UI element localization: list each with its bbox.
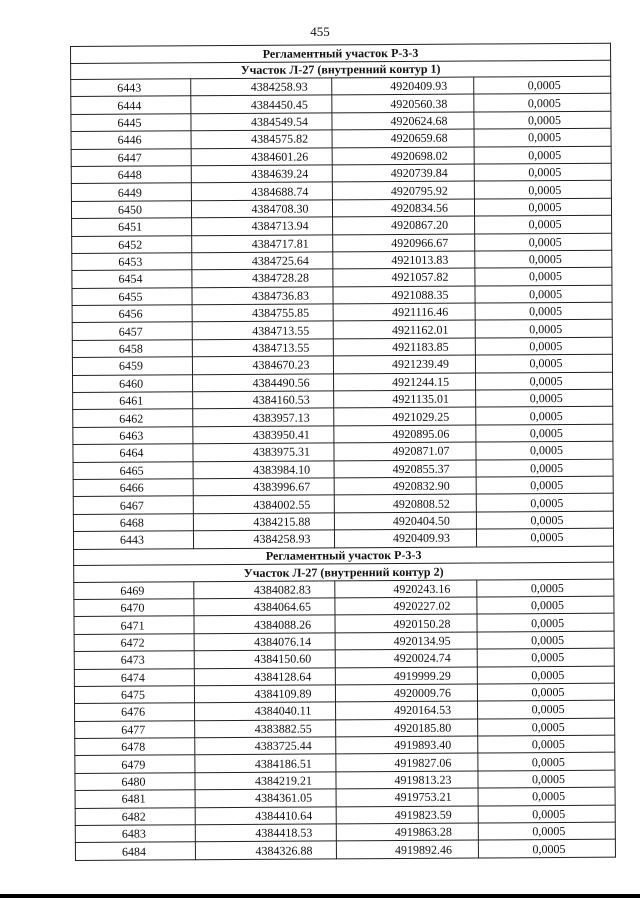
- y-coordinate-cell: 4920739.84: [332, 164, 474, 182]
- x-coordinate-cell: 4384418.53: [195, 824, 336, 842]
- x-coordinate-cell: 4384713.94: [192, 217, 333, 235]
- point-number-cell: 6459: [72, 357, 192, 375]
- accuracy-cell: 0,0005: [478, 787, 615, 805]
- x-coordinate-cell: 4384128.64: [194, 667, 335, 685]
- y-coordinate-cell: 4921135.01: [334, 390, 476, 408]
- point-number-cell: 6462: [73, 409, 193, 427]
- y-coordinate-cell: 4920832.90: [334, 477, 476, 495]
- x-coordinate-cell: 4384736.83: [192, 287, 333, 305]
- x-coordinate-cell: 4384326.88: [195, 841, 336, 859]
- y-coordinate-cell: 4921244.15: [334, 373, 476, 391]
- point-number-cell: 6450: [71, 200, 191, 218]
- accuracy-cell: 0,0005: [477, 683, 614, 701]
- accuracy-cell: 0,0005: [478, 840, 615, 858]
- x-coordinate-cell: 4384082.83: [194, 580, 335, 598]
- accuracy-cell: 0,0005: [476, 441, 613, 459]
- x-coordinate-cell: 4384601.26: [191, 147, 332, 165]
- section-header: Регламентный участок Р-3-3: [74, 546, 614, 566]
- accuracy-cell: 0,0005: [476, 528, 613, 546]
- y-coordinate-cell: 4919823.59: [336, 806, 478, 824]
- accuracy-cell: 0,0005: [477, 666, 614, 684]
- y-coordinate-cell: 4921013.83: [333, 251, 475, 269]
- accuracy-cell: 0,0005: [474, 76, 611, 94]
- section-subheader: Участок Л-27 (внутренний контур 1): [71, 60, 611, 80]
- y-coordinate-cell: 4920659.68: [332, 129, 474, 147]
- point-number-cell: 6466: [73, 479, 193, 497]
- accuracy-cell: 0,0005: [474, 181, 611, 199]
- point-number-cell: 6453: [72, 253, 192, 271]
- x-coordinate-cell: 4384713.55: [192, 339, 333, 357]
- accuracy-cell: 0,0005: [478, 753, 615, 771]
- y-coordinate-cell: 4920895.06: [334, 425, 476, 443]
- x-coordinate-cell: 4384639.24: [191, 165, 332, 183]
- accuracy-cell: 0,0005: [475, 337, 612, 355]
- point-number-cell: 6449: [71, 183, 191, 201]
- point-number-cell: 6463: [73, 427, 193, 445]
- point-number-cell: 6480: [75, 773, 195, 791]
- x-coordinate-cell: 4384186.51: [195, 754, 336, 772]
- accuracy-cell: 0,0005: [476, 424, 613, 442]
- x-coordinate-cell: 4384258.93: [191, 78, 332, 96]
- x-coordinate-cell: 4384076.14: [194, 633, 335, 651]
- scan-edge-bar: [0, 894, 640, 898]
- y-coordinate-cell: 4920009.76: [335, 684, 477, 702]
- accuracy-cell: 0,0005: [476, 494, 613, 512]
- x-coordinate-cell: 4384490.56: [193, 374, 334, 392]
- point-number-cell: 6474: [74, 668, 194, 686]
- y-coordinate-cell: 4920808.52: [334, 494, 476, 512]
- y-coordinate-cell: 4920698.02: [332, 147, 474, 165]
- x-coordinate-cell: 4384717.81: [192, 234, 333, 252]
- y-coordinate-cell: 4919893.40: [336, 736, 478, 754]
- x-coordinate-cell: 4383950.41: [193, 426, 334, 444]
- x-coordinate-cell: 4384670.23: [192, 356, 333, 374]
- point-number-cell: 6482: [75, 807, 195, 825]
- x-coordinate-cell: 4384728.28: [192, 269, 333, 287]
- point-number-cell: 6468: [73, 514, 193, 532]
- x-coordinate-cell: 4383957.13: [193, 408, 334, 426]
- accuracy-cell: 0,0005: [475, 215, 612, 233]
- x-coordinate-cell: 4383984.10: [193, 460, 334, 478]
- x-coordinate-cell: 4384725.64: [192, 252, 333, 270]
- y-coordinate-cell: 4919813.23: [336, 771, 478, 789]
- point-number-cell: 6446: [71, 131, 191, 149]
- x-coordinate-cell: 4384688.74: [191, 182, 332, 200]
- y-coordinate-cell: 4921057.82: [333, 268, 475, 286]
- accuracy-cell: 0,0005: [475, 302, 612, 320]
- point-number-cell: 6457: [72, 322, 192, 340]
- y-coordinate-cell: 4920164.53: [336, 701, 478, 719]
- y-coordinate-cell: 4920855.37: [334, 460, 476, 478]
- section-subheader: Участок Л-27 (внутренний контур 2): [74, 562, 614, 582]
- y-coordinate-cell: 4920409.93: [334, 529, 476, 547]
- y-coordinate-cell: 4921183.85: [333, 338, 475, 356]
- point-number-cell: 6451: [72, 218, 192, 236]
- y-coordinate-cell: 4921088.35: [333, 286, 475, 304]
- accuracy-cell: 0,0005: [478, 805, 615, 823]
- accuracy-cell: 0,0005: [475, 354, 612, 372]
- x-coordinate-cell: 4384713.55: [192, 321, 333, 339]
- x-coordinate-cell: 4384361.05: [195, 789, 336, 807]
- point-number-cell: 6458: [72, 340, 192, 358]
- point-number-cell: 6444: [71, 96, 191, 114]
- x-coordinate-cell: 4384002.55: [193, 495, 334, 513]
- accuracy-cell: 0,0005: [478, 718, 615, 736]
- x-coordinate-cell: 4383996.67: [193, 478, 334, 496]
- point-number-cell: 6452: [72, 235, 192, 253]
- y-coordinate-cell: 4920795.92: [332, 181, 474, 199]
- x-coordinate-cell: 4384219.21: [195, 772, 336, 790]
- x-coordinate-cell: 4384064.65: [194, 598, 335, 616]
- y-coordinate-cell: 4920185.80: [336, 719, 478, 737]
- y-coordinate-cell: 4920404.50: [334, 512, 476, 530]
- point-number-cell: 6473: [74, 651, 194, 669]
- accuracy-cell: 0,0005: [478, 700, 615, 718]
- accuracy-cell: 0,0005: [476, 511, 613, 529]
- point-number-cell: 6477: [75, 720, 195, 738]
- point-number-cell: 6460: [73, 374, 193, 392]
- x-coordinate-cell: 4384040.11: [195, 702, 336, 720]
- page-number: 455: [310, 24, 330, 39]
- point-number-cell: 6445: [71, 114, 191, 132]
- point-number-cell: 6469: [74, 581, 194, 599]
- x-coordinate-cell: 4384109.89: [194, 685, 335, 703]
- point-number-cell: 6479: [75, 755, 195, 773]
- accuracy-cell: 0,0005: [477, 614, 614, 632]
- accuracy-cell: 0,0005: [475, 233, 612, 251]
- accuracy-cell: 0,0005: [475, 285, 612, 303]
- x-coordinate-cell: 4384160.53: [193, 391, 334, 409]
- y-coordinate-cell: 4921029.25: [334, 407, 476, 425]
- y-coordinate-cell: 4920966.67: [333, 234, 475, 252]
- y-coordinate-cell: 4920560.38: [332, 94, 474, 112]
- x-coordinate-cell: 4384088.26: [194, 615, 335, 633]
- x-coordinate-cell: 4384258.93: [193, 530, 334, 548]
- point-number-cell: 6476: [75, 703, 195, 721]
- accuracy-cell: 0,0005: [476, 459, 613, 477]
- point-number-cell: 6475: [74, 686, 194, 704]
- accuracy-cell: 0,0005: [476, 476, 613, 494]
- accuracy-cell: 0,0005: [477, 648, 614, 666]
- point-number-cell: 6471: [74, 616, 194, 634]
- x-coordinate-cell: 4383725.44: [195, 737, 336, 755]
- accuracy-cell: 0,0005: [478, 770, 615, 788]
- point-number-cell: 6467: [73, 496, 193, 514]
- table-row: [75, 840, 615, 861]
- point-number-cell: 6448: [71, 166, 191, 184]
- point-number-cell: 6484: [75, 842, 195, 860]
- accuracy-cell: 0,0005: [478, 735, 615, 753]
- accuracy-cell: 0,0005: [477, 579, 614, 597]
- point-number-cell: 6478: [75, 738, 195, 756]
- point-number-cell: 6470: [74, 599, 194, 617]
- accuracy-cell: 0,0005: [476, 389, 613, 407]
- y-coordinate-cell: 4920624.68: [332, 112, 474, 130]
- y-coordinate-cell: 4920834.56: [332, 199, 474, 217]
- y-coordinate-cell: 4920024.74: [335, 649, 477, 667]
- accuracy-cell: 0,0005: [475, 267, 612, 285]
- x-coordinate-cell: 4384708.30: [191, 200, 332, 218]
- accuracy-cell: 0,0005: [476, 407, 613, 425]
- accuracy-cell: 0,0005: [474, 198, 611, 216]
- point-number-cell: 6455: [72, 287, 192, 305]
- point-number-cell: 6483: [75, 825, 195, 843]
- accuracy-cell: 0,0005: [474, 163, 611, 181]
- point-number-cell: 6461: [73, 392, 193, 410]
- y-coordinate-cell: 4920243.16: [335, 580, 477, 598]
- accuracy-cell: 0,0005: [474, 111, 611, 129]
- coordinates-table-body: [71, 43, 616, 860]
- point-number-cell: 6472: [74, 633, 194, 651]
- x-coordinate-cell: 4384755.85: [192, 304, 333, 322]
- y-coordinate-cell: 4920150.28: [335, 614, 477, 632]
- x-coordinate-cell: 4383975.31: [193, 443, 334, 461]
- accuracy-cell: 0,0005: [477, 631, 614, 649]
- accuracy-cell: 0,0005: [475, 320, 612, 338]
- y-coordinate-cell: 4921162.01: [333, 320, 475, 338]
- coordinates-table: [70, 43, 616, 861]
- point-number-cell: 6454: [72, 270, 192, 288]
- y-coordinate-cell: 4921116.46: [333, 303, 475, 321]
- x-coordinate-cell: 4383882.55: [195, 720, 336, 738]
- x-coordinate-cell: 4384549.54: [191, 113, 332, 131]
- y-coordinate-cell: 4920871.07: [334, 442, 476, 460]
- x-coordinate-cell: 4384215.88: [193, 513, 334, 531]
- point-number-cell: 6465: [73, 461, 193, 479]
- y-coordinate-cell: 4920227.02: [335, 597, 477, 615]
- y-coordinate-cell: 4920409.93: [332, 77, 474, 95]
- point-number-cell: 6443: [73, 531, 193, 549]
- y-coordinate-cell: 4919999.29: [335, 667, 477, 685]
- accuracy-cell: 0,0005: [475, 250, 612, 268]
- y-coordinate-cell: 4921239.49: [333, 355, 475, 373]
- point-number-cell: 6443: [71, 79, 191, 97]
- accuracy-cell: 0,0005: [477, 596, 614, 614]
- y-coordinate-cell: 4919892.46: [336, 840, 478, 858]
- y-coordinate-cell: 4920134.95: [335, 632, 477, 650]
- section-header: Регламентный участок Р-3-3: [71, 43, 611, 63]
- point-number-cell: 6456: [72, 305, 192, 323]
- x-coordinate-cell: 4384150.60: [194, 650, 335, 668]
- x-coordinate-cell: 4384450.45: [191, 95, 332, 113]
- accuracy-cell: 0,0005: [478, 822, 615, 840]
- accuracy-cell: 0,0005: [474, 94, 611, 112]
- accuracy-cell: 0,0005: [476, 372, 613, 390]
- point-number-cell: 6464: [73, 444, 193, 462]
- accuracy-cell: 0,0005: [474, 128, 611, 146]
- accuracy-cell: 0,0005: [474, 146, 611, 164]
- point-number-cell: 6481: [75, 790, 195, 808]
- y-coordinate-cell: 4919753.21: [336, 788, 478, 806]
- y-coordinate-cell: 4919827.06: [336, 753, 478, 771]
- y-coordinate-cell: 4920867.20: [333, 216, 475, 234]
- x-coordinate-cell: 4384410.64: [195, 807, 336, 825]
- point-number-cell: 6447: [71, 148, 191, 166]
- y-coordinate-cell: 4919863.28: [336, 823, 478, 841]
- x-coordinate-cell: 4384575.82: [191, 130, 332, 148]
